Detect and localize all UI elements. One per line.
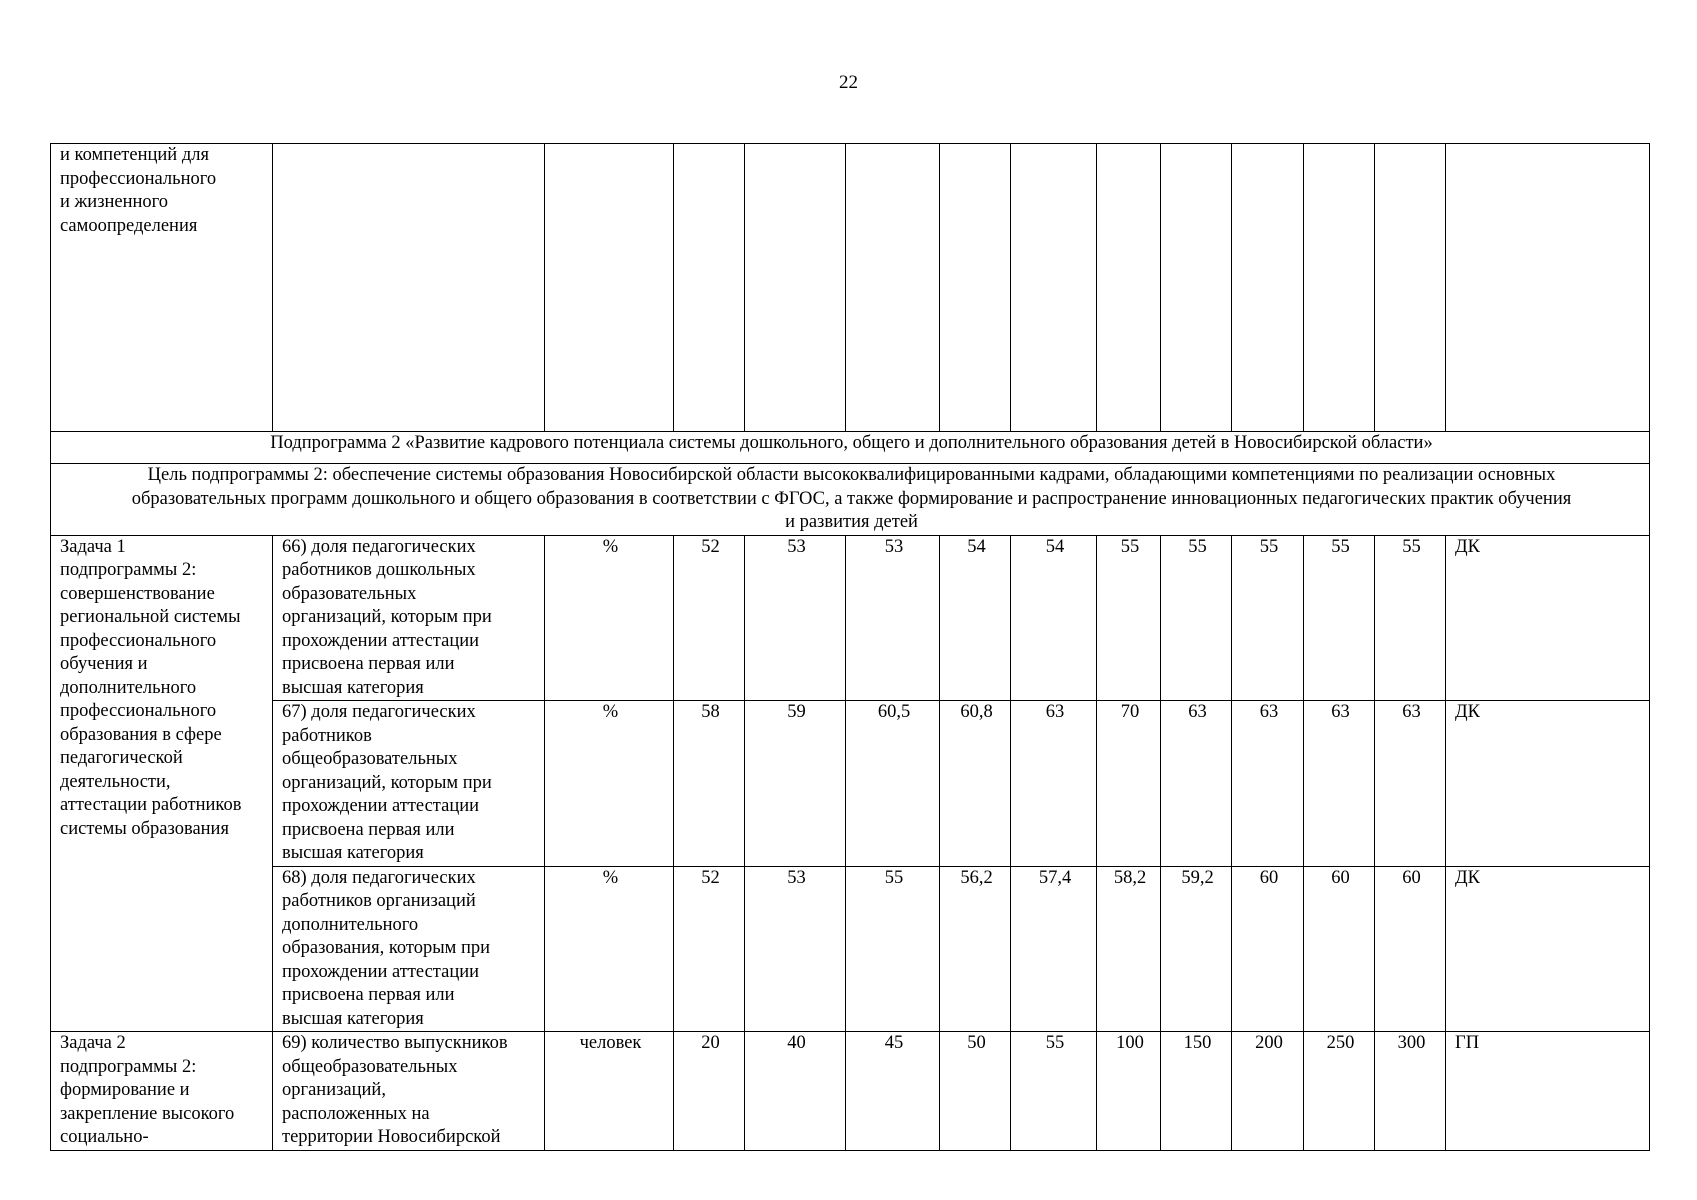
source-cell: ДК <box>1446 535 1650 701</box>
value-cell: 20 <box>674 1032 745 1151</box>
value-cell: 55 <box>1161 535 1232 701</box>
value-cell: 53 <box>745 535 846 701</box>
unit-cell: % <box>545 535 674 701</box>
value-cell: 63 <box>1011 701 1097 867</box>
source-cell: ДК <box>1446 701 1650 867</box>
value-cell: 56,2 <box>940 866 1011 1032</box>
value-cell: 100 <box>1097 1032 1161 1151</box>
value-cell: 200 <box>1232 1032 1304 1151</box>
value-cell: 52 <box>674 866 745 1032</box>
continuation-row <box>51 144 1650 432</box>
table-row <box>51 535 1650 701</box>
value-cell: 63 <box>1304 701 1375 867</box>
value-cell: 55 <box>1304 535 1375 701</box>
value-cell: 40 <box>745 1032 846 1151</box>
task-1-cell: Задача 1 подпрограммы 2: совершенствование региональной системы профессионального обучения и дополнительного профессионального образования в сфере педагогической деятельности, аттестации работников системы образования <box>51 535 273 1032</box>
value-cell: 55 <box>1097 535 1161 701</box>
indicators-table <box>50 143 1650 1151</box>
value-cell: 250 <box>1304 1032 1375 1151</box>
subprogram-title: Подпрограмма 2 «Развитие кадрового потенциала системы дошкольного, общего и дополнительного образования детей в Новосибирской области» <box>51 432 1650 464</box>
value-cell: 53 <box>846 535 940 701</box>
unit-cell: % <box>545 701 674 867</box>
value-cell: 55 <box>1232 535 1304 701</box>
source-cell: ГП <box>1446 1032 1650 1151</box>
subprogram-goal-row <box>51 464 1650 536</box>
unit-cell: % <box>545 866 674 1032</box>
indicator-cell: 67) доля педагогических работников общеобразовательных организаций, которым при прохождении аттестации присвоена первая или высшая категория <box>273 701 545 867</box>
subprogram-title-row <box>51 432 1650 464</box>
table-row <box>51 701 1650 867</box>
value-cell: 70 <box>1097 701 1161 867</box>
value-cell: 58,2 <box>1097 866 1161 1032</box>
value-cell: 54 <box>940 535 1011 701</box>
value-cell: 300 <box>1375 1032 1446 1151</box>
indicator-cell: 69) количество выпускников общеобразовательных организаций, расположенных на территории Новосибирской <box>273 1032 545 1151</box>
task-2-cell: Задача 2 подпрограммы 2: формирование и закрепление высокого социально- <box>51 1032 273 1151</box>
page-number: 22 <box>839 72 858 93</box>
value-cell: 60 <box>1375 866 1446 1032</box>
value-cell: 63 <box>1375 701 1446 867</box>
value-cell: 63 <box>1161 701 1232 867</box>
table-row <box>51 1032 1650 1151</box>
subprogram-goal: Цель подпрограммы 2: обеспечение системы образования Новосибирской области высококвалифицированными кадрами, обладающими компетенциями по реализации основных образовательных программ дошкольного и общего образования в соответствии с ФГОС, а также формирование и распространение инновационных педагогических практик обучения и развития детей <box>51 464 1650 536</box>
value-cell: 55 <box>846 866 940 1032</box>
source-cell: ДК <box>1446 866 1650 1032</box>
value-cell: 54 <box>1011 535 1097 701</box>
value-cell: 63 <box>1232 701 1304 867</box>
continuation-task-cell: и компетенций для профессионального и жизненного самоопределения <box>51 144 273 432</box>
value-cell: 60,8 <box>940 701 1011 867</box>
value-cell: 150 <box>1161 1032 1232 1151</box>
value-cell: 60 <box>1232 866 1304 1032</box>
value-cell: 55 <box>1375 535 1446 701</box>
value-cell: 59,2 <box>1161 866 1232 1032</box>
value-cell: 60,5 <box>846 701 940 867</box>
unit-cell: человек <box>545 1032 674 1151</box>
indicator-cell: 66) доля педагогических работников дошкольных образовательных организаций, которым при прохождении аттестации присвоена первая или высшая категория <box>273 535 545 701</box>
value-cell: 60 <box>1304 866 1375 1032</box>
value-cell: 58 <box>674 701 745 867</box>
value-cell: 45 <box>846 1032 940 1151</box>
value-cell: 53 <box>745 866 846 1032</box>
value-cell: 59 <box>745 701 846 867</box>
table-row <box>51 866 1650 1032</box>
value-cell: 50 <box>940 1032 1011 1151</box>
value-cell: 57,4 <box>1011 866 1097 1032</box>
value-cell: 52 <box>674 535 745 701</box>
value-cell: 55 <box>1011 1032 1097 1151</box>
indicator-cell: 68) доля педагогических работников организаций дополнительного образования, которым при прохождении аттестации присвоена первая или высшая категория <box>273 866 545 1032</box>
